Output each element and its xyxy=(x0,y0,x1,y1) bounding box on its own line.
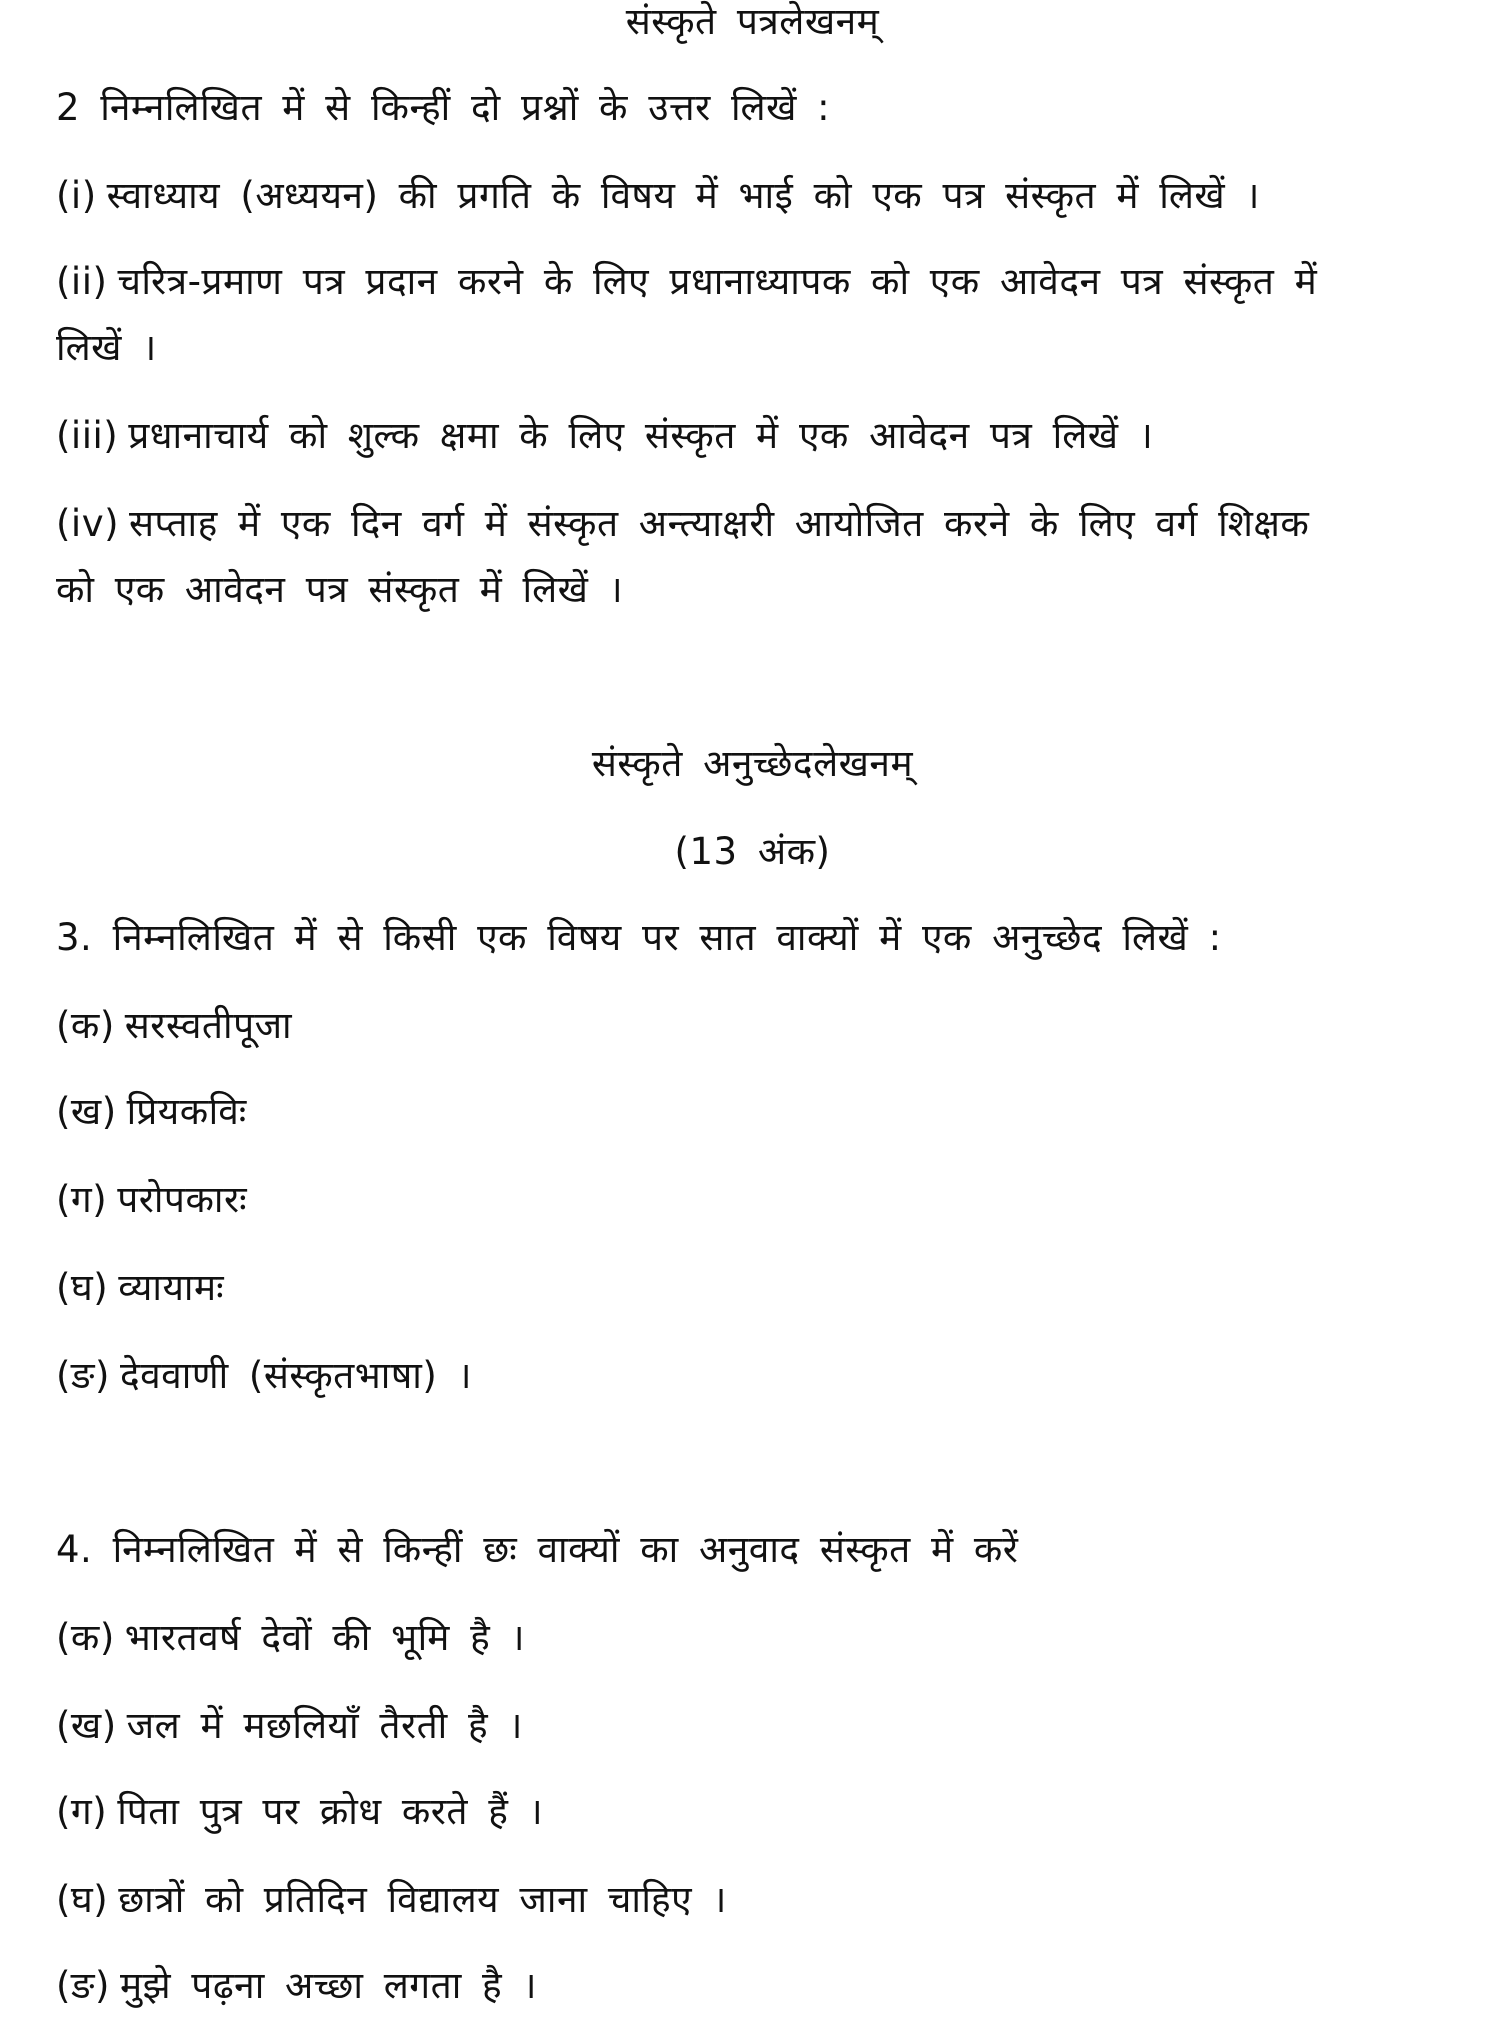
section-title-letter-writing: संस्कृते पत्रलेखनम् xyxy=(625,0,880,43)
option-text: जल में मछलियाँ तैरती है । xyxy=(126,1704,523,1747)
option-text: चरित्र-प्रमाण पत्र प्रदान करने के लिए प्रधानाध्यापक को एक आवेदन पत्र संस्कृत में xyxy=(117,260,1318,303)
option-label: (क) xyxy=(56,1004,115,1047)
option-label: (ङ) xyxy=(56,1354,110,1397)
question-4-option-ka xyxy=(56,1614,525,1662)
option-label: (ख) xyxy=(56,1090,117,1133)
option-text: स्वाध्याय (अध्ययन) की प्रगति के विषय में भाई को एक पत्र संस्कृत में लिखें । xyxy=(106,174,1260,217)
question-2-option-iv-continuation: को एक आवेदन पत्र संस्कृत में लिखें । xyxy=(56,568,624,611)
question-4-option-ga xyxy=(56,1788,543,1836)
question-4-option-kha xyxy=(56,1702,523,1750)
option-label: (घ) xyxy=(56,1878,109,1921)
option-label: (ग) xyxy=(56,1790,108,1833)
option-label: (ii) xyxy=(56,260,108,303)
option-label: (क) xyxy=(56,1616,115,1659)
question-4-option-nga xyxy=(56,1962,537,2010)
section-marks: (13 अंक) xyxy=(674,830,831,873)
question-3-option-ka xyxy=(56,1002,292,1050)
option-label: (ग) xyxy=(56,1178,108,1221)
section-title-paragraph-writing: संस्कृते अनुच्छेदलेखनम् xyxy=(591,742,914,785)
question-2: 2 निम्नलिखित में से किन्हीं दो प्रश्नों के उत्तर लिखें : xyxy=(56,86,831,129)
question-2-option-ii xyxy=(56,258,1317,306)
question-4: 4. निम्नलिखित में से किन्हीं छः वाक्यों का अनुवाद संस्कृत में करें xyxy=(56,1528,1019,1571)
question-3-option-kha xyxy=(56,1088,247,1136)
question-2-option-i xyxy=(56,172,1260,220)
question-3-option-gha xyxy=(56,1264,224,1312)
question-2-option-iii xyxy=(56,412,1153,460)
question-4-option-gha xyxy=(56,1876,727,1924)
option-label: (ख) xyxy=(56,1704,117,1747)
option-text: प्रधानाचार्य को शुल्क क्षमा के लिए संस्कृत में एक आवेदन पत्र लिखें । xyxy=(128,414,1154,457)
option-label: (iv) xyxy=(56,502,120,545)
option-text: मुझे पढ़ना अच्छा लगता है । xyxy=(119,1964,537,2007)
option-text: पिता पुत्र पर क्रोध करते हैं । xyxy=(117,1790,544,1833)
option-text: देववाणी (संस्कृतभाषा) । xyxy=(119,1354,473,1397)
option-text: प्रियकविः xyxy=(126,1090,247,1133)
option-text: व्यायामः xyxy=(118,1266,225,1309)
option-label: (घ) xyxy=(56,1266,109,1309)
question-3-option-nga xyxy=(56,1352,472,1400)
option-label: (iii) xyxy=(56,414,119,457)
question-2-option-ii-continuation: लिखें । xyxy=(56,326,157,369)
option-text: परोपकारः xyxy=(117,1178,248,1221)
option-label: (i) xyxy=(56,174,97,217)
option-text: छात्रों को प्रतिदिन विद्यालय जाना चाहिए । xyxy=(118,1878,727,1921)
question-3-option-ga xyxy=(56,1176,247,1224)
question-3: 3. निम्नलिखित में से किसी एक विषय पर सात वाक्यों में एक अनुच्छेद लिखें : xyxy=(56,916,1222,959)
option-text: सरस्वतीपूजा xyxy=(124,1004,293,1047)
option-label: (ङ) xyxy=(56,1964,110,2007)
question-2-option-iv xyxy=(56,500,1309,548)
option-text: सप्ताह में एक दिन वर्ग में संस्कृत अन्त्याक्षरी आयोजित करने के लिए वर्ग शिक्षक xyxy=(129,502,1310,545)
option-text: भारतवर्ष देवों की भूमि है । xyxy=(124,1616,526,1659)
